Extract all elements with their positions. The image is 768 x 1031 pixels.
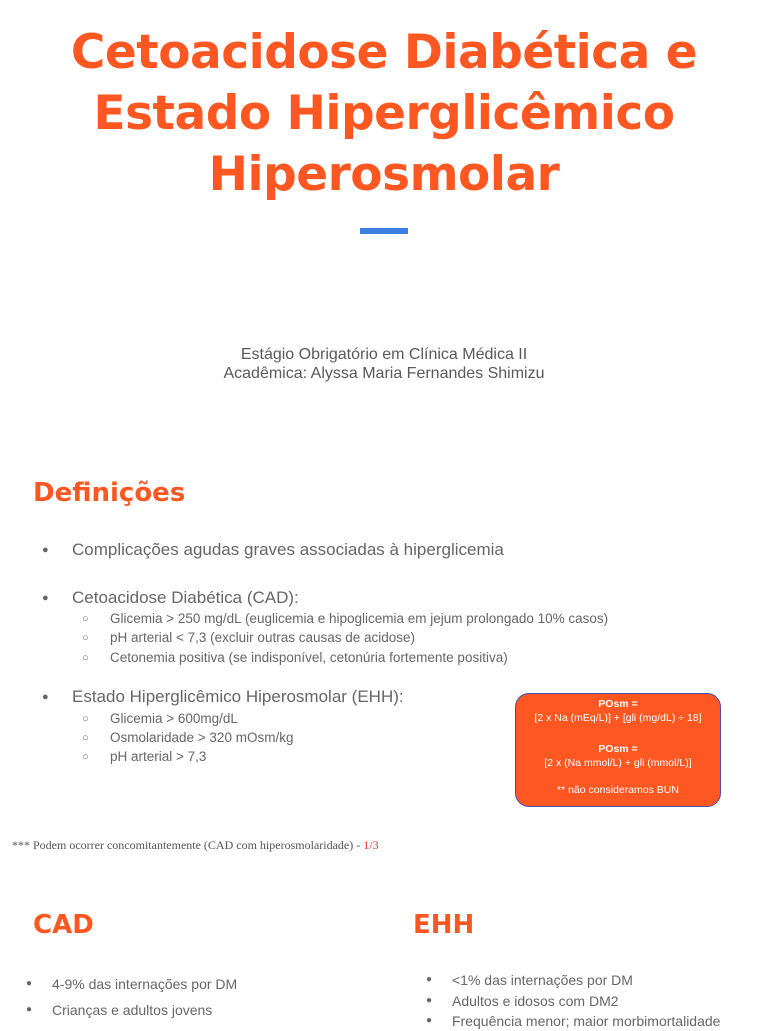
subtitle-course: Estágio Obrigatório em Clínica Médica II <box>240 346 528 363</box>
posm-label: POsm = <box>598 743 638 755</box>
posm-formula: [2 x Na (mEq/L)] + [gli (mg/dL) ÷ 18] <box>534 712 702 724</box>
footnote <box>12 838 379 853</box>
list-item: ○ Osmolaridade > 320 mOsm/kg <box>110 728 293 748</box>
subtitle-author: Acadêmica: Alyssa Maria Fernandes Shimizu <box>223 365 545 382</box>
list-item: ● Cetoacidose Diabética (CAD): <box>72 588 299 608</box>
list-item: ● Complicações agudas graves associadas à hiperglicemia <box>72 540 504 560</box>
posm-formula-box <box>515 693 721 807</box>
footnote-text: *** Podem ocorrer concomitantemente (CAD com hiperosmolaridade) - <box>12 838 364 852</box>
footnote-highlight: 1/3 <box>363 838 379 852</box>
title-line-1: Cetoacidose Diabética e <box>70 25 698 80</box>
list-item: ● Estado Hiperglicêmico Hiperosmolar (EHH): <box>72 687 404 707</box>
list-item: ● Crianças e adultos jovens <box>52 1000 212 1020</box>
posm-label: POsm = <box>598 698 638 710</box>
list-item: ● 4-9% das internações por DM <box>52 974 237 994</box>
page-title <box>0 22 768 205</box>
list-item: ○ pH arterial < 7,3 (excluir outras causas de acidose) <box>110 628 415 648</box>
list-item: ○ pH arterial > 7,3 <box>110 747 206 767</box>
title-line-3: Hiperosmolar <box>208 147 560 202</box>
list-item: ● Frequência menor; maior morbimortalidade <box>452 1011 720 1031</box>
title-accent-bar <box>360 228 408 234</box>
list-item: ● Adultos e idosos com DM2 <box>452 991 619 1011</box>
ehh-heading: EHH <box>413 910 475 940</box>
list-item: ○ Glicemia > 250 mg/dL (euglicemia e hipoglicemia em jejum prolongado 10% casos) <box>110 609 608 629</box>
posm-note: ** não consideramos BUN <box>557 784 679 796</box>
definicoes-heading: Definições <box>33 478 186 508</box>
posm-formula: [2 x (Na mmol/L) + gli (mmol/L)] <box>544 757 692 769</box>
cad-heading: CAD <box>33 910 94 940</box>
title-line-2: Estado Hiperglicêmico <box>93 86 675 141</box>
list-item: ○ Cetonemia positiva (se indisponível, cetonúria fortemente positiva) <box>110 648 508 668</box>
list-item: ● <1% das internações por DM <box>452 970 633 990</box>
subtitle <box>0 345 768 383</box>
list-item: ○ Glicemia > 600mg/dL <box>110 709 238 729</box>
